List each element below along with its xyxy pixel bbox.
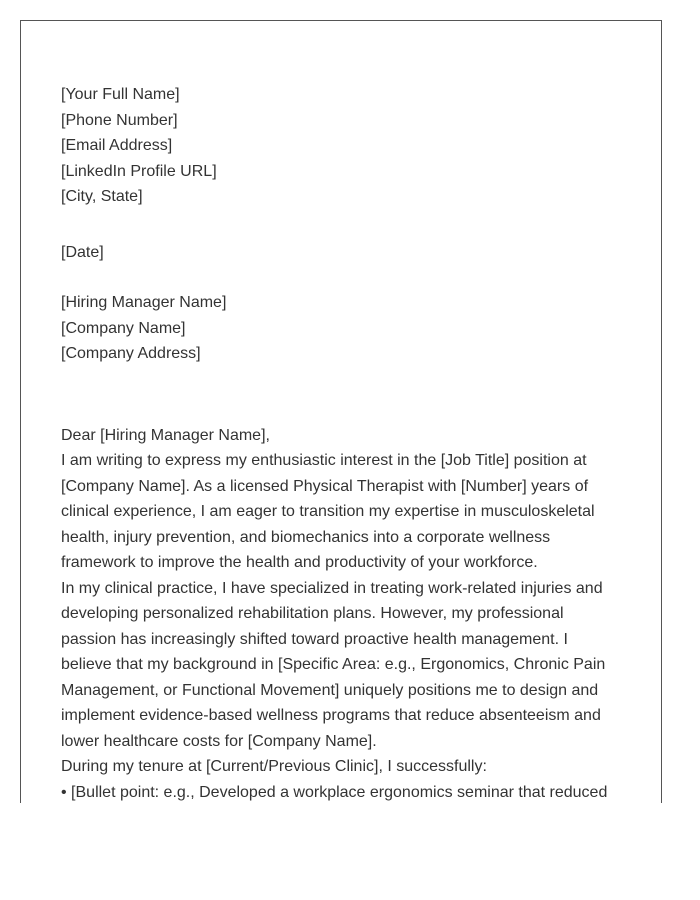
paragraph-clinical-practice [61, 576, 621, 755]
recipient-company-address: [Company Address] [61, 345, 201, 362]
recipient-block [61, 290, 621, 367]
achievement-bullet: • [Bullet point: e.g., Developed a workplace ergonomics seminar that reduced [61, 783, 608, 801]
sender-linkedin: [LinkedIn Profile URL] [61, 162, 217, 180]
paragraph-line: Management, or Functional Movement] uniquely positions me to design and [61, 681, 599, 699]
letter-body [61, 423, 621, 804]
sender-email: [Email Address] [61, 137, 173, 154]
paragraph-line: health, injury prevention, and biomechanics into a corporate wellness [61, 528, 551, 546]
spacer [61, 265, 621, 290]
letter-content [61, 82, 621, 803]
paragraph-line: clinical experience, I am eager to transition my expertise in musculoskeletal [61, 503, 595, 520]
paragraph-line: implement evidence-based wellness programs that reduce absenteeism and [61, 707, 601, 724]
recipient-hiring-manager: [Hiring Manager Name] [61, 294, 227, 311]
sender-phone: [Phone Number] [61, 111, 178, 129]
sender-block [61, 82, 621, 210]
achievement-list [61, 780, 621, 804]
spacer [61, 367, 621, 423]
paragraph-line: I am writing to express my enthusiastic interest in the [Job Title] position at [61, 452, 587, 469]
spacer [61, 210, 621, 240]
letter-page [20, 20, 662, 803]
sender-full-name: [Your Full Name] [61, 86, 180, 103]
paragraph-line: believe that my background in [Specific Area: e.g., Ergonomics, Chronic Pain [61, 656, 606, 673]
sender-city-state: [City, State] [61, 188, 143, 205]
paragraph-line: During my tenure at [Current/Previous Clinic], I successfully: [61, 758, 487, 775]
paragraph-line: [Company Name]. As a licensed Physical Therapist with [Number] years of [61, 477, 589, 495]
paragraph-intro [61, 448, 621, 576]
salutation: Dear [Hiring Manager Name], [61, 426, 270, 444]
paragraph-line: lower healthcare costs for [Company Name]. [61, 732, 377, 750]
letter-date: [Date] [61, 243, 104, 261]
paragraph-tenure [61, 754, 621, 780]
paragraph-line: passion has increasingly shifted toward proactive health management. I [61, 630, 568, 648]
recipient-company-name: [Company Name] [61, 319, 186, 337]
paragraph-line: framework to improve the health and productivity of your workforce. [61, 554, 538, 571]
paragraph-line: In my clinical practice, I have specialized in treating work-related injuries and [61, 579, 603, 597]
paragraph-line: developing personalized rehabilitation plans. However, my professional [61, 605, 564, 622]
